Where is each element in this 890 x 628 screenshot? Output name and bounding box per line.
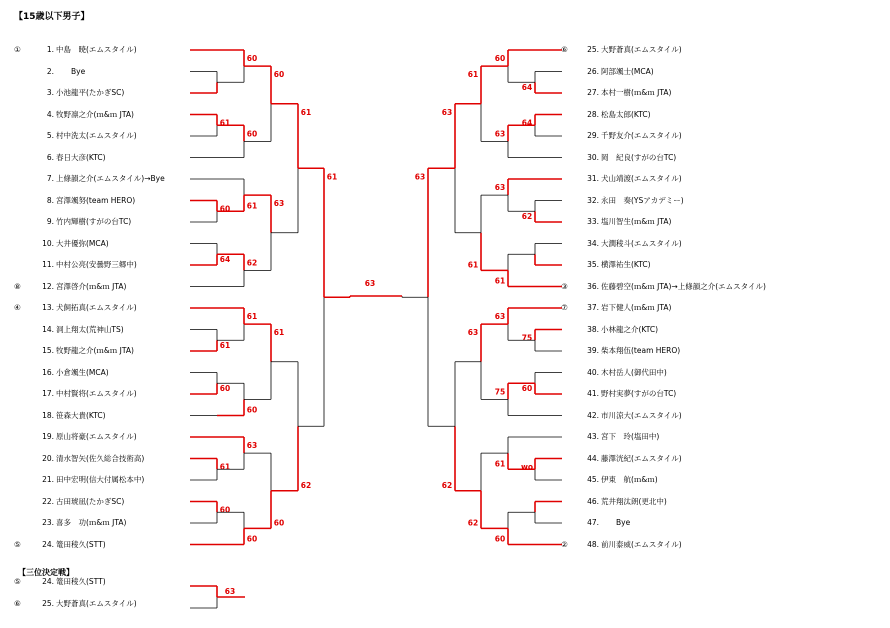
player-name: 牧野凛之介(ｍ&ｍ JTA) [56,109,134,119]
draw-number: 12. [42,281,54,291]
match-score: 60 [273,518,285,528]
draw-number: 46. [587,496,599,506]
player-name: 伊東 航(ｍ&ｍ) [601,475,658,484]
draw-number: 20. [42,453,54,463]
player-name: 大井優弥(MCA) [56,238,109,248]
player-name: 小林龍之介(KTC) [601,324,659,334]
player-name: 横澤祐生(KTC) [601,260,651,269]
match-score: 60 [273,70,285,80]
player-name: 藤澤洸紀(エムスタイル) [601,453,682,463]
player-name: 竹内輝樹(すがの台TC) [56,217,132,226]
draw-number: 7. [46,174,54,183]
player-name: 村中洗太(エムスタイル) [56,131,137,140]
match-score: 60 [494,534,506,544]
draw-number: 48. [587,539,599,549]
draw-number: 42. [587,410,599,420]
player-name: 古田琥凪(たかぎSC) [56,496,125,506]
match-score: 61 [494,459,506,469]
player-name: 木村岳人(御代田中) [601,367,667,377]
player-name: 犬山靖渡(エムスタイル) [601,174,682,183]
player-name: 永田 奏(YSアカデミー) [601,195,684,205]
match-score: 60 [219,505,231,515]
seed-mark: ② [561,539,568,549]
match-score: 63 [224,587,236,596]
draw-number: 39. [587,346,599,355]
match-score: 61 [326,172,338,182]
match-score: 61 [273,328,285,338]
draw-number: 23. [42,518,54,527]
match-score: 62 [467,518,479,528]
match-score: 63 [467,328,479,338]
draw-number: 44. [587,453,599,463]
draw-number: 18. [42,410,54,420]
match-score: wo [520,462,534,472]
seed-mark: ⑥ [14,599,21,608]
player-name: 宮澤颯努(team HERO) [56,195,136,205]
draw-number: 31. [587,174,599,183]
match-score: 61 [246,201,258,211]
seed-mark: ⑤ [14,539,21,549]
draw-number: 15. [42,346,54,355]
match-score: 60 [494,54,506,63]
player-name: 篭田稜久(STT) [56,539,106,549]
draw-number: 9. [46,217,54,226]
player-name: 岡 紀良(すがの台TC) [601,152,677,162]
match-score: 60 [246,405,258,415]
match-score: 60 [219,204,231,214]
draw-number: 10. [42,238,54,248]
draw-number: 3. [46,88,54,97]
draw-number: 34. [587,238,599,248]
player-name: 柴本翔伍(team HERO) [601,346,681,355]
match-score: 63 [494,183,506,192]
draw-number: 26. [587,66,599,76]
match-score: 64 [521,83,533,92]
match-score: 63 [364,279,376,288]
draw-number: 25. [42,599,54,608]
player-name: 中島 暁(エムスタイル) [56,45,137,54]
player-name: 荒井翔汰朗(更北中) [601,496,667,506]
player-name: 牧野龍之介(ｍ&ｍ JTA) [56,346,134,355]
player-name: 本村一樹(ｍ&ｍ JTA) [601,88,672,97]
draw-number: 6. [46,152,54,162]
match-score: 63 [246,441,258,450]
draw-number: 19. [42,432,54,441]
match-score: 64 [521,118,533,128]
draw-number: 24. [42,577,54,586]
player-name: 小倉颯生(MCA) [56,367,109,377]
player-name: 原山将豪(エムスタイル) [56,432,137,441]
seed-mark: ③ [561,281,568,291]
draw-number: 47. [587,518,599,527]
match-score: 61 [494,276,506,286]
draw-number: 17. [42,389,54,398]
match-score: 60 [246,534,258,544]
draw-number: 4. [46,109,54,119]
match-score: 62 [246,258,258,268]
player-name: 中村公亮(安曇野三郷中) [56,260,137,269]
seed-mark: ⑦ [561,303,568,312]
player-name: 大潤稜斗(エムスタイル) [601,238,682,248]
match-score: 61 [219,341,231,350]
seed-mark: ⑥ [561,45,568,54]
player-name: 清水智矢(佐久総合技術高) [56,453,145,463]
player-name: 市川涼大(エムスタイル) [601,410,682,420]
player-name: 大野蒼真(エムスタイル) [601,45,682,54]
draw-number: 21. [42,475,54,484]
player-name: 阿部颯士(MCA) [601,66,654,76]
draw-number: 24. [42,539,54,549]
player-name: 宮下 玲(塩田中) [601,432,660,441]
match-score: 60 [246,54,258,63]
player-name: 犬飼拓真(エムスタイル) [56,303,137,312]
match-score: 62 [300,480,312,490]
draw-number: 2. [46,66,54,76]
player-name: 佐藤碧空(ｍ&ｍ JTA)→上條韻之介(エムスタイル) [601,281,766,291]
player-name: 松島太郎(KTC) [601,109,651,119]
match-score: 60 [246,129,258,139]
match-score: 63 [494,129,506,139]
player-name: 野村実夢(すがの台TC) [601,389,677,398]
match-score: 75 [494,387,506,397]
player-name: 岩下健人(ｍ&ｍ JTA) [601,303,672,312]
player-name: 喜多 功(ｍ&ｍ JTA) [56,518,127,527]
draw-number: 13. [42,303,54,312]
draw-number: 28. [587,109,599,119]
page-title: 【15歳以下男子】 [14,12,90,22]
player-name: Bye [56,66,86,76]
match-score: 61 [467,260,479,270]
match-score: 61 [219,462,231,472]
draw-number: 35. [587,260,599,269]
match-score: 61 [219,118,231,128]
draw-number: 41. [587,389,599,398]
draw-number: 33. [587,217,599,226]
seed-mark: ⑤ [14,577,21,586]
player-name: 上條韻之介(エムスタイル)→Bye [56,174,165,183]
draw-number: 16. [42,367,54,377]
player-name: Bye [601,518,631,527]
player-name: 宮澤啓介(ｍ&ｍ JTA) [56,281,127,291]
third-place-title: 【三位決定戦】 [18,568,74,577]
seed-mark: ① [14,45,21,54]
match-score: 75 [521,333,533,343]
player-name: 春日大彦(KTC) [56,152,106,162]
player-name: 千野友介(エムスタイル) [601,131,682,140]
draw-number: 25. [587,45,599,54]
draw-number: 27. [587,88,599,97]
draw-number: 5. [46,131,54,140]
draw-number: 43. [587,432,599,441]
match-score: 62 [521,212,533,221]
draw-number: 11. [42,260,54,269]
draw-number: 22. [42,496,54,506]
draw-number: 37. [587,303,599,312]
draw-number: 45. [587,475,599,484]
player-name: 洞上翔太(荒神山TS) [56,324,124,334]
player-name: 中村賢将(エムスタイル) [56,389,137,398]
draw-number: 1. [46,45,54,54]
draw-number: 40. [587,367,599,377]
match-score: 63 [494,312,506,321]
draw-number: 38. [587,324,599,334]
match-score: 63 [414,172,426,182]
player-name: 前川泰威(エムスタイル) [601,539,682,549]
player-name: 田中宏明(信大付属松本中) [56,475,145,484]
player-name: 大野蒼真(エムスタイル) [56,599,137,608]
player-name: 篭田稜久(STT) [56,577,106,586]
draw-number: 36. [587,281,599,291]
match-score: 64 [219,255,231,264]
player-name: 塩川智生(ｍ&ｍ JTA) [601,217,672,226]
seed-mark: ④ [14,303,21,312]
match-score: 61 [300,107,312,117]
draw-number: 8. [46,195,54,205]
match-score: 60 [219,384,231,393]
match-score: 60 [521,384,533,393]
draw-number: 14. [42,324,54,334]
match-score: 62 [441,480,453,490]
draw-number: 32. [587,195,599,205]
draw-number: 29. [587,131,599,140]
match-score: 63 [441,107,453,117]
seed-mark: ⑧ [14,281,21,291]
player-name: 小池龍平(たかぎSC) [56,88,125,97]
match-score: 63 [273,199,285,209]
draw-number: 30. [587,152,599,162]
match-score: 61 [467,70,479,80]
player-name: 笹森大貴(KTC) [56,410,106,420]
match-score: 61 [246,312,258,321]
